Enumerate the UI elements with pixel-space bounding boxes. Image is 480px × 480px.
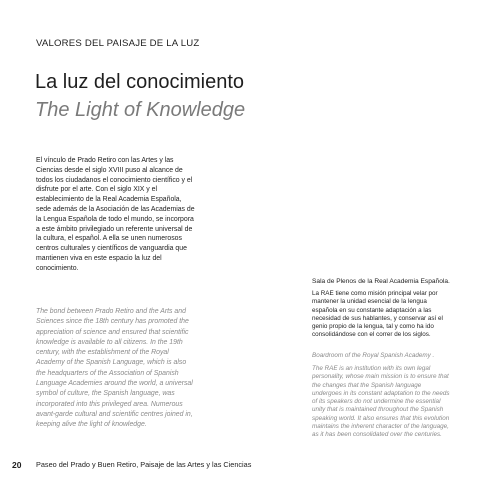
page-title: La luz del conocimiento xyxy=(35,71,245,93)
caption-text-english: The RAE is an institution with its own legal personality, whose main mission is to ensure that the changes that the Spanish language undergoes in its constant adaptation to the needs of its speakers do not undermine the essential unity that is maintained throughout the Spanish speaking world. It also ensures that this evolution maintains the inherent character of the language, as it has been consolidated over the centuries. xyxy=(312,365,450,439)
section-title: VALORES DEL PAISAJE DE LA LUZ xyxy=(36,38,200,49)
footer-text: Paseo del Prado y Buen Retiro, Paisaje de las Artes y las Ciencias xyxy=(36,460,252,469)
body-text-spanish: El vínculo de Prado Retiro con las Artes y las Ciencias desde el siglo XVIII puso al alcance de todos los ciudadanos el conocimiento científico y el disfrute por el arte. Con el siglo XIX y el establecimiento de la Real Academia Española, sede además de la Asociación de las Academias de la Lengua Española de todo el mundo, se incorpora a este ámbito privilegiado un referente universal de la cultura, el español. A ella se unen numerosos centros culturales y científicos de vanguardia que mantienen viva en este espacio la luz del conocimiento. xyxy=(36,157,195,272)
body-text-english: The bond between Prado Retiro and the Arts and Sciences since the 18th century has promoted the appreciation of science and ensured that scientific knowledge is available to all citizens. In the 19th century, with the establishment of the Royal Academy of the Spanish Language, which is also the headquarters of the Association of Spanish Language Academies around the world, a universal symbol of culture, the Spanish language, was incorporated into this privileged area. Numerous avant-garde cultural and scientific centres joined in, keeping alive the light of knowledge. xyxy=(36,308,193,429)
caption-title-english: Boardroom of the Royal Spanish Academy . xyxy=(312,352,435,359)
page-number: 20 xyxy=(12,460,22,470)
caption-text-spanish: La RAE tiene como misión principal velar por mantener la unidad esencial de la lengua española en su constante adaptación a las necesidad de sus hablantes, y conservar así el genio propio de la lengua, tal y como ha ido consolidándose con el correr de los siglos. xyxy=(312,290,443,339)
caption-title-spanish: Sala de Plenos de la Real Academia Española. xyxy=(312,278,450,285)
page-subtitle: The Light of Knowledge xyxy=(35,99,246,121)
